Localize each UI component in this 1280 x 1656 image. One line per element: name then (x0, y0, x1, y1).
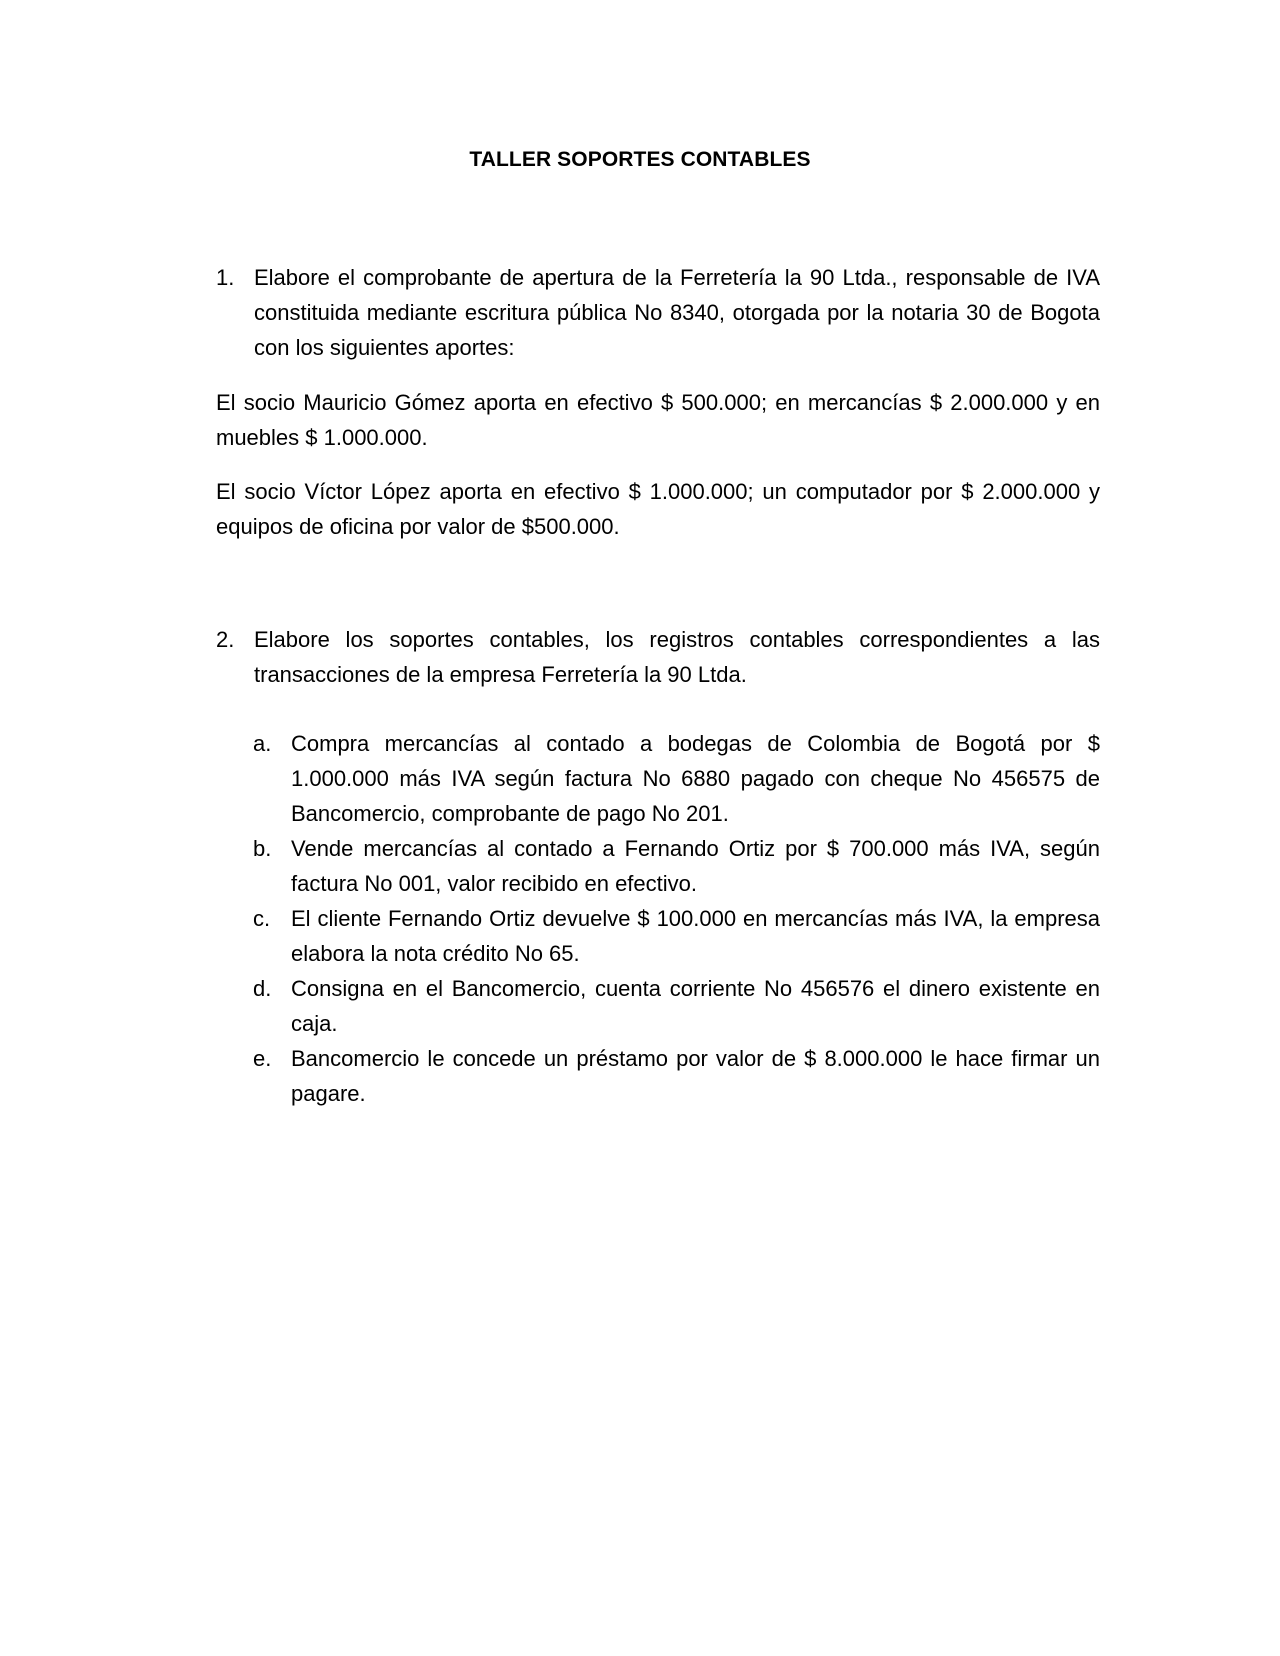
list-item-text: Consigna en el Bancomercio, cuenta corriente No 456576 el dinero existente en caja. (291, 976, 1100, 1036)
paragraph-socio-2: El socio Víctor López aporta en efectivo $ 1.000.000; un computador por $ 2.000.000 y equipos de oficina por valor de $500.000. (216, 479, 1100, 539)
list-item (253, 971, 1100, 1041)
list-item-letter: b. (253, 836, 272, 861)
list-item (253, 831, 1100, 901)
list-item-letter: e. (253, 1046, 272, 1071)
list-item-letter: c. (253, 906, 271, 931)
transaction-list (253, 726, 1100, 1111)
item-text: Elabore los soportes contables, los registros contables correspondientes a las transacciones de la empresa Ferretería la 90 Ltda. (254, 627, 1100, 687)
list-item-text: El cliente Fernando Ortiz devuelve $ 100.000 en mercancías más IVA, la empresa elabora la nota crédito No 65. (291, 906, 1100, 966)
paragraph-socio-1: El socio Mauricio Gómez aporta en efectivo $ 500.000; en mercancías $ 2.000.000 y en muebles $ 1.000.000. (216, 390, 1100, 450)
list-item (253, 901, 1100, 971)
item-number: 1. (216, 265, 235, 290)
item-text: Elabore el comprobante de apertura de la Ferretería la 90 Ltda., responsable de IVA constituida mediante escritura pública No 8340, otorgada por la notaria 30 de Bogota con los siguientes aportes: (254, 265, 1100, 360)
item-number: 2. (216, 627, 235, 652)
list-item-text: Compra mercancías al contado a bodegas de Colombia de Bogotá por $ 1.000.000 más IVA según factura No 6880 pagado con cheque No 456575 de Bancomercio, comprobante de pago No 201. (291, 731, 1100, 826)
numbered-item-1 (216, 260, 1100, 365)
list-item-letter: a. (253, 731, 272, 756)
list-item-text: Vende mercancías al contado a Fernando Ortiz por $ 700.000 más IVA, según factura No 001, valor recibido en efectivo. (291, 836, 1100, 896)
list-item (253, 1041, 1100, 1111)
numbered-item-2 (216, 622, 1100, 692)
document-title: TALLER SOPORTES CONTABLES (469, 148, 811, 171)
list-item-letter: d. (253, 976, 272, 1001)
list-item-text: Bancomercio le concede un préstamo por valor de $ 8.000.000 le hace firmar un pagare. (291, 1046, 1100, 1106)
list-item (253, 726, 1100, 831)
